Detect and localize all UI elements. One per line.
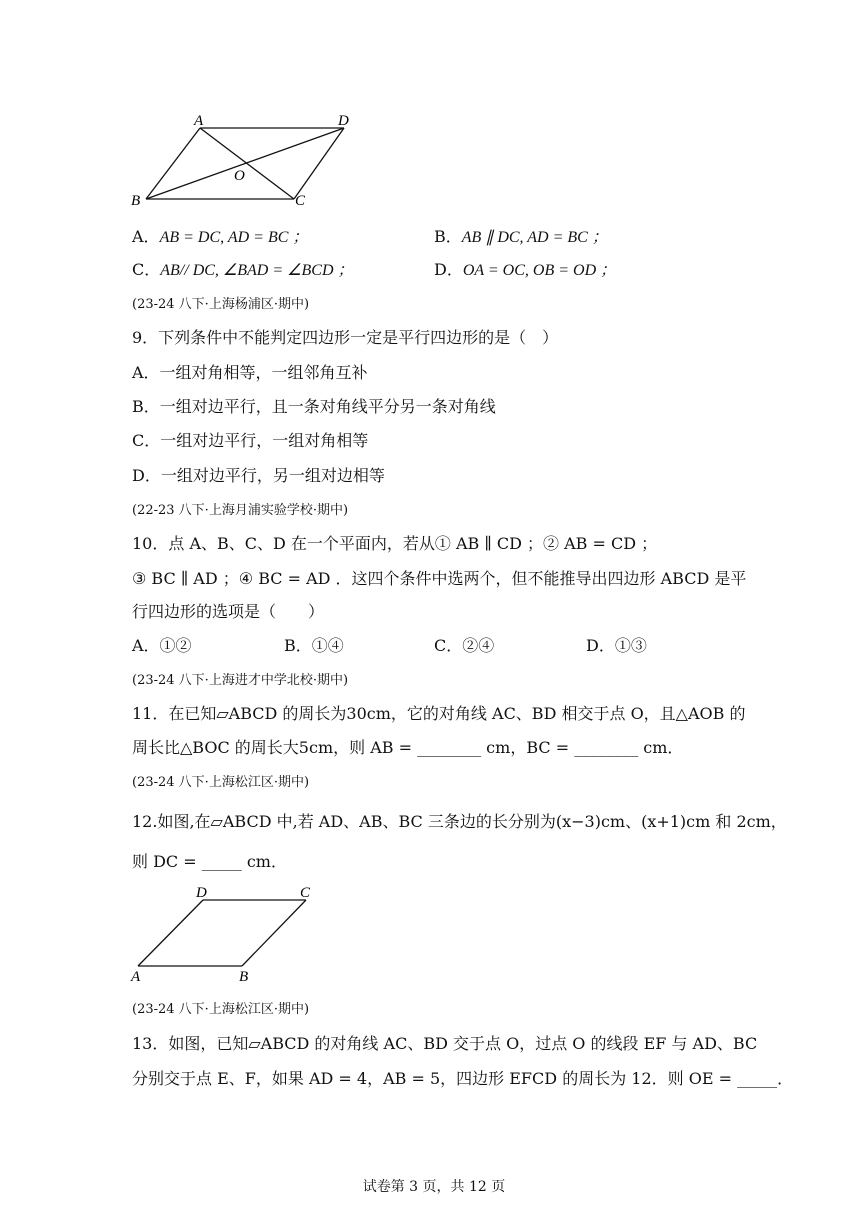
q13-source: (23-24 八下·上海松江区·期中): [132, 1002, 310, 1017]
vertex-label-a: A: [194, 113, 204, 129]
diagonal-bd: [146, 128, 344, 199]
q10-option-b: B．①④: [284, 636, 344, 655]
q13-line-1: 13．如图，已知▱ABCD 的对角线 AC、BD 交于点 O，过点 O 的线段 EF 与 AD、BC: [132, 1034, 758, 1053]
vertex-label-a: A: [131, 969, 141, 985]
side-cb: [242, 900, 306, 966]
vertex-label-b: B: [239, 969, 249, 985]
vertex-label-d: D: [196, 885, 207, 901]
q12-line-1: 12.如图,在▱ABCD 中,若 AD、AB、BC 三条边的长分别为(x−3)cm、(x+1)cm 和 2cm，: [132, 812, 787, 831]
q11-source: (23-24 八下·上海进才中学北校·期中): [132, 673, 349, 688]
q12-line-2: 则 DC = _____ cm．: [132, 852, 287, 871]
q10-source: (22-23 八下·上海月浦实验学校·期中): [132, 503, 349, 518]
q8-option-a: A．AB = DC, AD = BC ；: [132, 227, 309, 246]
parallelogram-figure-1: [126, 108, 366, 212]
q10-option-c: C．②④: [434, 636, 495, 655]
q11-line-2: 周长比△BOC 的周长大5cm，则 AB = ________ cm，BC = ________ cm．: [132, 738, 684, 757]
q9-option-a: A．一组对角相等，一组邻角互补: [132, 363, 368, 382]
q11-line-1: 11．在已知▱ABCD 的周长为30cm，它的对角线 AC、BD 相交于点 O，且△AOB 的: [132, 704, 746, 723]
side-dc: [294, 128, 344, 199]
q10-option-d: D．①③: [586, 636, 647, 655]
q13-line-2: 分别交于点 E、F，如果 AD = 4，AB = 5，四边形 EFCD 的周长为 12．则 OE = _____．: [132, 1069, 794, 1088]
q10-line-3: 行四边形的选项是（ ）: [132, 602, 325, 621]
vertex-label-b: B: [131, 193, 141, 209]
q10-line-1: 10．点 A、B、C、D 在一个平面内，若从① AB ∥ CD ；② AB = CD ；: [132, 534, 658, 553]
vertex-label-c: C: [295, 193, 306, 209]
q8-option-d: D．OA = OC, OB = OD ；: [434, 260, 617, 279]
q12-source: (23-24 八下·上海松江区·期中): [132, 775, 310, 790]
q10-line-2: ③ BC ∥ AD ；④ BC = AD ．这四个条件中选两个，但不能推导出四边形 ABCD 是平: [132, 569, 747, 588]
q8-option-c: C．AB// DC, ∠BAD = ∠BCD ；: [132, 260, 354, 279]
page-footer: 试卷第 3 页，共 12 页: [362, 1179, 506, 1195]
q9-option-c: C．一组对边平行，一组对角相等: [132, 431, 369, 450]
q9-source: (23-24 八下·上海杨浦区·期中): [132, 297, 310, 312]
q9-option-d: D．一组对边平行，另一组对边相等: [132, 466, 385, 485]
q10-option-a: A．①②: [132, 636, 192, 655]
vertex-label-d: D: [338, 113, 349, 129]
side-ad: [138, 900, 203, 966]
q9-stem: 9．下列条件中不能判定四边形一定是平行四边形的是（ ）: [132, 328, 559, 347]
parallelogram-figure-2: [126, 880, 326, 986]
vertex-label-c: C: [300, 885, 311, 901]
q8-option-b: B．AB ∥ DC, AD = BC ；: [434, 227, 608, 246]
q9-option-b: B．一组对边平行，且一条对角线平分另一条对角线: [132, 397, 496, 416]
diagonal-ac: [200, 128, 294, 199]
side-ba: [146, 128, 200, 199]
center-label-o: O: [234, 168, 245, 184]
